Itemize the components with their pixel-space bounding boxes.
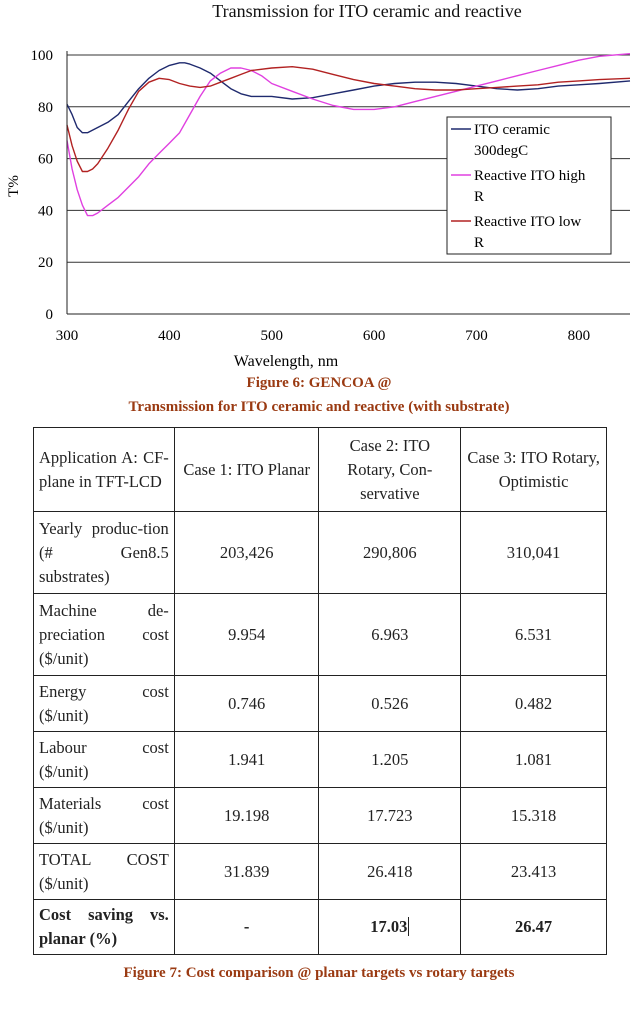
cell-case1: 9.954 (174, 594, 319, 676)
header-application: Application A: CF-plane in TFT-LCD (34, 428, 175, 512)
cell-case1: 1.941 (174, 732, 319, 788)
cell-case2: 17.723 (319, 788, 461, 844)
figure6-caption-line2: Transmission for ITO ceramic and reactive (with substrate) (128, 399, 510, 415)
cost-comparison-table (33, 427, 607, 955)
header-case2: Case 2: ITO Rotary, Con-servative (319, 428, 461, 512)
cell-case2: 1.205 (319, 732, 461, 788)
cell-case3: 310,041 (461, 512, 607, 594)
x-tick-label: 800 (567, 328, 591, 344)
legend-label-reactive-high-1: Reactive ITO high (474, 168, 586, 184)
table-row (34, 732, 607, 788)
cell-case3: 1.081 (461, 732, 607, 788)
legend-label-ito-ceramic-2: 300degC (474, 143, 529, 159)
x-axis-label: Wavelength, nm (233, 353, 339, 370)
cell-case2-value: 17.03 (370, 917, 408, 936)
cell-case2 (319, 900, 461, 955)
cell-case3: 0.482 (461, 676, 607, 732)
table-row (34, 512, 607, 594)
row-label: Labour cost ($/unit) (34, 732, 175, 788)
table-row-cost-saving (34, 900, 607, 955)
x-tick-label: 700 (465, 328, 488, 344)
header-case3: Case 3: ITO Rotary, Optimistic (461, 428, 607, 512)
y-tick-label: 20 (38, 255, 53, 272)
cell-case2: 290,806 (319, 512, 461, 594)
legend-label-ito-ceramic-1: ITO ceramic (474, 122, 550, 138)
cell-case3: 23.413 (461, 844, 607, 900)
y-axis-label: T% (6, 175, 22, 197)
row-label: Energy cost ($/unit) (34, 676, 175, 732)
legend-label-reactive-low-2: R (474, 235, 485, 251)
cell-case2: 0.526 (319, 676, 461, 732)
y-tick-label: 0 (45, 307, 53, 323)
row-label: TOTAL COST ($/unit) (34, 844, 175, 900)
cell-case3: 15.318 (461, 788, 607, 844)
cell-case3: 6.531 (461, 594, 607, 676)
table-header-row (34, 428, 607, 512)
x-tick-label: 500 (260, 328, 283, 344)
figure6-caption-line1: Figure 6: GENCOA @ (246, 375, 392, 391)
table-row (34, 844, 607, 900)
table-row (34, 676, 607, 732)
table-row (34, 594, 607, 676)
row-label: Materials cost ($/unit) (34, 788, 175, 844)
cell-case3: 26.47 (461, 900, 607, 955)
figure7-caption: Figure 7: Cost comparison @ planar targets vs rotary targets (123, 965, 515, 981)
cell-case2: 6.963 (319, 594, 461, 676)
cell-case2: 26.418 (319, 844, 461, 900)
cell-case1: 19.198 (174, 788, 319, 844)
x-tick-label: 300 (55, 328, 79, 344)
cell-case1: 0.746 (174, 676, 319, 732)
row-label: Cost saving vs. planar (%) (34, 900, 175, 955)
legend-label-reactive-high-2: R (474, 189, 485, 205)
row-label: Yearly produc-tion (# Gen8.5 substrates) (34, 512, 175, 594)
chart-title: Transmission for ITO ceramic and reactive (212, 1, 522, 21)
legend (447, 117, 611, 254)
x-tick-label: 400 (158, 328, 181, 344)
cell-case1: - (174, 900, 319, 955)
cell-case1: 31.839 (174, 844, 319, 900)
row-label: Machine de-preciation cost ($/unit) (34, 594, 175, 676)
y-tick-label: 60 (38, 151, 53, 168)
y-tick-label: 80 (38, 99, 53, 116)
y-tick-label: 100 (30, 48, 53, 64)
header-case1: Case 1: ITO Planar (174, 428, 319, 512)
cell-case1: 203,426 (174, 512, 319, 594)
transmission-chart (0, 26, 638, 372)
legend-label-reactive-low-1: Reactive ITO low (474, 214, 582, 230)
x-tick-label: 600 (362, 328, 386, 344)
table-row (34, 788, 607, 844)
y-tick-label: 40 (38, 203, 53, 220)
